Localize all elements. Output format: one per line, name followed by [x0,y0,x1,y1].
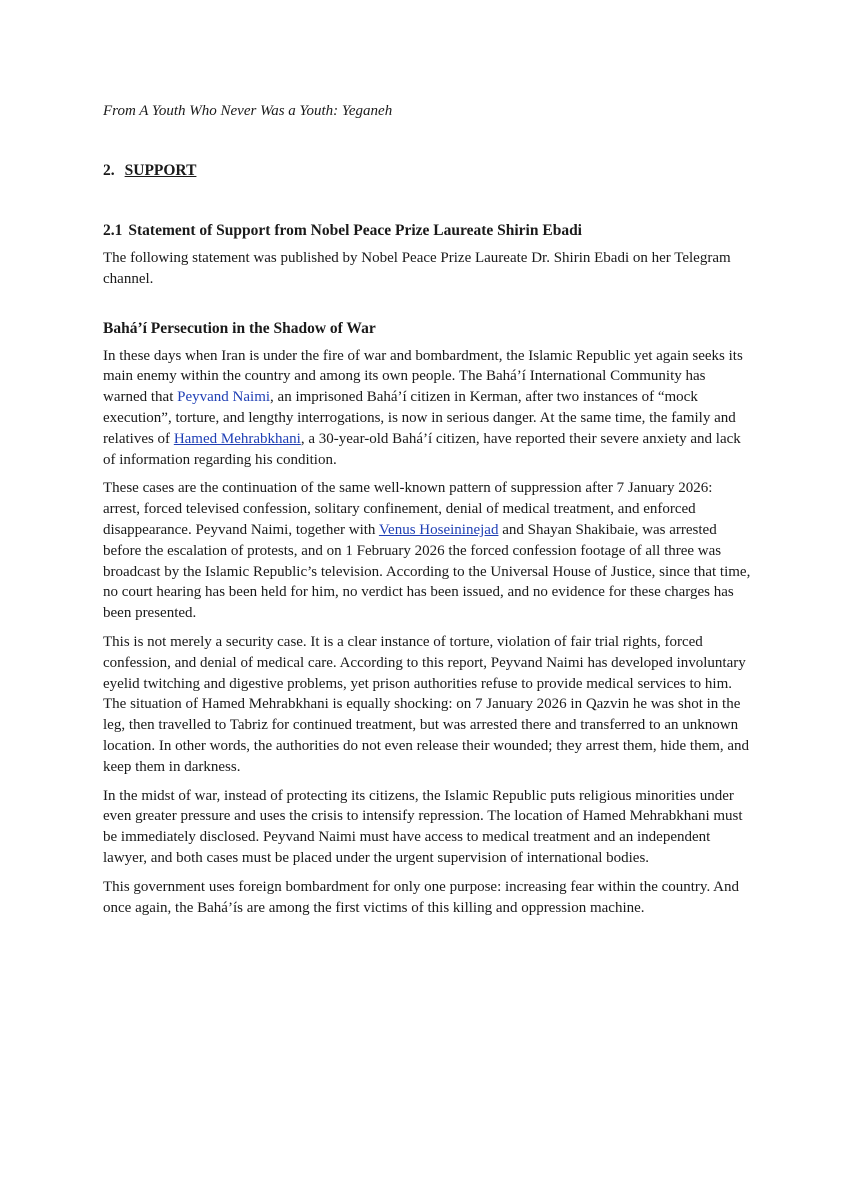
paragraph-1-text-a: In these days when Iran is under the fire of war and bombardment, the Islamic Republic yet again seeks its main enemy within the country and among its own people. The Bahá’í International Community has warned that [103,347,743,406]
section-title: SUPPORT [124,162,197,179]
section-number: 2. [103,162,115,179]
document-header: From A Youth Who Never Was a Youth: Yeganeh [103,103,393,119]
paragraph-1-text-b: , an imprisoned Bahá’í citizen in Kerman, after two instances of “mock execution”, torture, and lengthy interrogations, is now in serious danger. At the same time, the family and relatives of [103,389,736,447]
paragraph-1 [103,346,751,471]
paragraph-2-text-b: and Shayan Shakibaie, was arrested before the escalation of protests, and on 1 February 2026 the forced confession footage of all three was broadcast by the Islamic Republic’s television. According to the Universal House of Justice, since that time, no court hearing has been held for him, no verdict has been issued, and no evidence for these charges has been presented. [103,521,751,622]
paragraph-5: This government uses foreign bombardment for only one purpose: increasing fear within the country. And once again, the Bahá’ís are among the first victims of this killing and oppression machine. [103,878,739,916]
paragraph-2-text-a: These cases are the continuation of the same well-known pattern of suppression after 7 January 2026: arrest, forced televised confession, solitary confinement, denial of medical treatment, and enforced disappearance. Peyvand Naimi, together with [103,480,713,538]
paragraph-3: This is not merely a security case. It is a clear instance of torture, violation of fair trial rights, forced confession, and denial of medical care. According to this report, Peyvand Naimi has developed involuntary eyelid twitching and digestive problems, yet prison authorities refuse to provide medical services to him. The situation of Hamed Mehrabkhani is equally shocking: on 7 January 2026 in Qazvin he was shot in the leg, then travelled to Tabriz for continued treatment, but was arrested there and transferred to an unknown location. In other words, the authorities do not even release their wounded; they arrest them, hide them, and keep them in darkness. [103,633,750,775]
document-page [103,100,751,918]
subsection-title: Statement of Support from Nobel Peace Prize Laureate Shirin Ebadi [128,222,582,239]
article-title: Bahá’í Persecution in the Shadow of War [103,319,376,337]
intro-paragraph: The following statement was published by Nobel Peace Prize Laureate Dr. Shirin Ebadi on her Telegram channel. [103,250,731,287]
subsection-number: 2.1 [103,222,123,239]
paragraph-2 [103,478,751,624]
subsection-heading [103,220,751,242]
link-hamed-mehrabkhani[interactable]: Hamed Mehrabkhani [173,430,301,447]
paragraph-1-text-c: , a 30-year-old Bahá’í citizen, have reported their severe anxiety and lack of information regarding his condition. [103,430,741,468]
paragraph-4: In the midst of war, instead of protecting its citizens, the Islamic Republic puts religious minorities under even greater pressure and uses the crisis to intensify repression. The location of Hamed Mehrabkhani must be immediately disclosed. Peyvand Naimi must have access to medical treatment and an independent lawyer, and both cases must be placed under the urgent supervision of international bodies. [103,787,743,866]
link-peyvand-naimi[interactable]: Peyvand Naimi [177,389,271,406]
link-venus-hoseininejad[interactable]: Venus Hoseininejad [378,521,499,538]
section-heading [103,160,751,182]
